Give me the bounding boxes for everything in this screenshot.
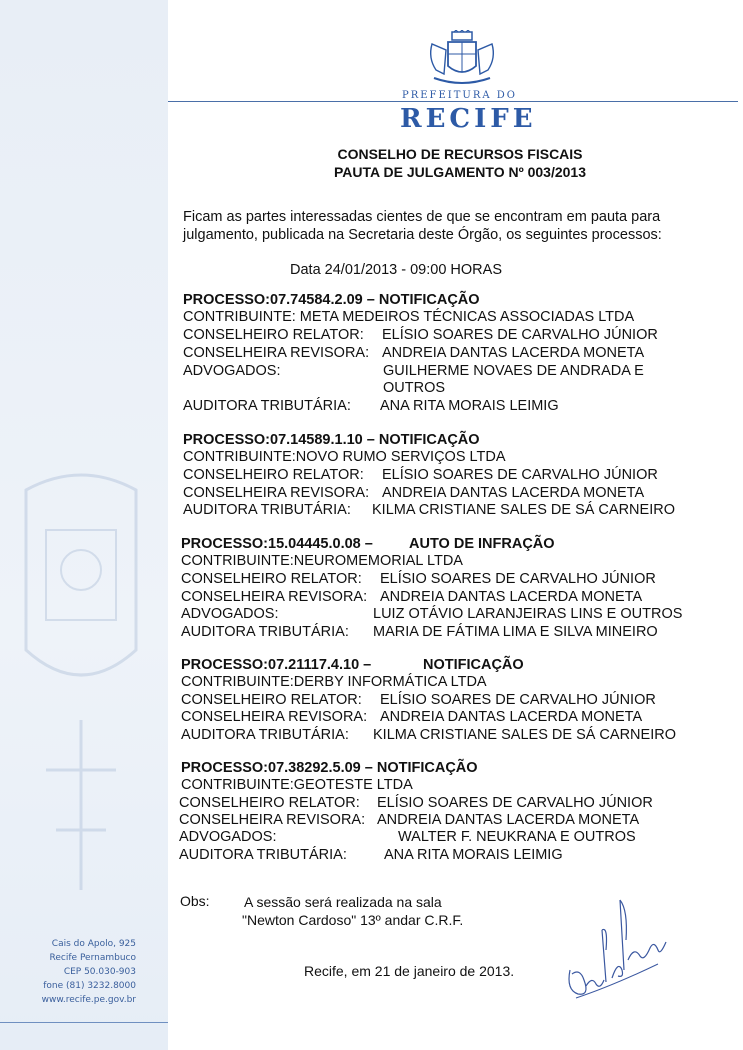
closing-date: Recife, em 21 de janeiro de 2013. — [304, 963, 515, 979]
revisora-name: ANDREIA DANTAS LACERDA MONETA — [382, 345, 645, 361]
process-header: PROCESSO:07.14589.1.10 – NOTIFICAÇÃO — [183, 432, 480, 448]
relator-label: CONSELHEIRO RELATOR: — [181, 571, 362, 587]
process-header: PROCESSO:07.38292.5.09 – NOTIFICAÇÃO — [181, 760, 478, 776]
advogados-name-cont: OUTROS — [383, 380, 446, 396]
address-line: www.recife.pe.gov.br — [41, 995, 136, 1005]
address-line: fone (81) 3232.8000 — [43, 981, 136, 991]
relator-label: CONSELHEIRO RELATOR: — [181, 692, 362, 708]
relator-label: CONSELHEIRO RELATOR: — [183, 467, 364, 483]
prefeitura-label: PREFEITURA DO — [398, 90, 521, 101]
advogados-label: ADVOGADOS: — [183, 363, 281, 379]
process-header: PROCESSO:07.74584.2.09 – NOTIFICAÇÃO — [183, 292, 480, 308]
process-type: NOTIFICAÇÃO — [423, 657, 524, 673]
revisora-name: ANDREIA DANTAS LACERDA MONETA — [380, 589, 643, 605]
obs-line-1: A sessão será realizada na sala — [244, 894, 442, 910]
session-date: Data 24/01/2013 - 09:00 HORAS — [290, 262, 502, 278]
coat-of-arms-watermark — [6, 470, 156, 890]
revisora-label: CONSELHEIRA REVISORA: — [183, 345, 370, 361]
advogados-name: LUIZ OTÁVIO LARANJEIRAS LINS E OUTROS — [373, 606, 683, 622]
letterhead-rule — [168, 101, 738, 102]
revisora-label: CONSELHEIRA REVISORA: — [183, 485, 370, 501]
contribuinte: CONTRIBUINTE:NEUROMEMORIAL LTDA — [181, 553, 463, 569]
auditora-label: AUDITORA TRIBUTÁRIA: — [181, 624, 349, 640]
relator-label: CONSELHEIRO RELATOR: — [179, 795, 360, 811]
city-coat-of-arms-logo — [426, 30, 498, 88]
agenda-title: PAUTA DE JULGAMENTO Nº 003/2013 — [334, 164, 586, 180]
process-header: PROCESSO:15.04445.0.08 – — [181, 536, 373, 552]
revisora-label: CONSELHEIRA REVISORA: — [181, 589, 368, 605]
relator-name: ELÍSIO SOARES DE CARVALHO JÚNIOR — [377, 795, 653, 811]
advogados-name: WALTER F. NEUKRANA E OUTROS — [398, 829, 636, 845]
obs-line-2: "Newton Cardoso" 13º andar C.R.F. — [242, 912, 464, 928]
revisora-name: ANDREIA DANTAS LACERDA MONETA — [377, 812, 640, 828]
advogados-name: GUILHERME NOVAES DE ANDRADA E — [383, 363, 644, 379]
revisora-label: CONSELHEIRA REVISORA: — [179, 812, 366, 828]
address-line: Recife Pernambuco — [49, 953, 136, 963]
contribuinte: CONTRIBUINTE: META MEDEIROS TÉCNICAS ASSOCIADAS LTDA — [183, 309, 635, 325]
advogados-label: ADVOGADOS: — [181, 606, 279, 622]
auditora-name: ANA RITA MORAIS LEIMIG — [380, 398, 559, 414]
council-title: CONSELHO DE RECURSOS FISCAIS — [337, 146, 583, 162]
relator-name: ELÍSIO SOARES DE CARVALHO JÚNIOR — [380, 692, 656, 708]
contribuinte: CONTRIBUINTE:DERBY INFORMÁTICA LTDA — [181, 674, 487, 690]
sidebar-divider — [0, 1022, 168, 1023]
relator-name: ELÍSIO SOARES DE CARVALHO JÚNIOR — [382, 327, 658, 343]
auditora-label: AUDITORA TRIBUTÁRIA: — [183, 398, 351, 414]
obs-label: Obs: — [180, 893, 210, 909]
auditora-label: AUDITORA TRIBUTÁRIA: — [183, 502, 351, 518]
auditora-label: AUDITORA TRIBUTÁRIA: — [179, 847, 347, 863]
revisora-name: ANDREIA DANTAS LACERDA MONETA — [382, 485, 645, 501]
handwritten-signature — [562, 890, 672, 1010]
revisora-name: ANDREIA DANTAS LACERDA MONETA — [380, 709, 643, 725]
advogados-label: ADVOGADOS: — [179, 829, 277, 845]
contribuinte: CONTRIBUINTE:NOVO RUMO SERVIÇOS LTDA — [183, 449, 506, 465]
relator-name: ELÍSIO SOARES DE CARVALHO JÚNIOR — [380, 571, 656, 587]
relator-name: ELÍSIO SOARES DE CARVALHO JÚNIOR — [382, 467, 658, 483]
address-line: CEP 50.030-903 — [63, 967, 136, 977]
auditora-name: KILMA CRISTIANE SALES DE SÁ CARNEIRO — [372, 502, 675, 518]
letterhead-sidebar — [0, 0, 168, 1050]
address-block — [18, 937, 136, 1007]
auditora-label: AUDITORA TRIBUTÁRIA: — [181, 727, 349, 743]
process-type: AUTO DE INFRAÇÃO — [409, 536, 555, 552]
city-name: RECIFE — [400, 104, 537, 134]
process-header: PROCESSO:07.21117.4.10 – — [181, 657, 372, 673]
address-line: Cais do Apolo, 925 — [51, 939, 136, 949]
auditora-name: ANA RITA MORAIS LEIMIG — [384, 847, 563, 863]
auditora-name: KILMA CRISTIANE SALES DE SÁ CARNEIRO — [373, 727, 676, 743]
contribuinte: CONTRIBUINTE:GEOTESTE LTDA — [181, 777, 413, 793]
intro-paragraph: Ficam as partes interessadas cientes de que se encontram em pauta para julgamento, publicada na Secretaria deste Órgão, os seguintes processos: — [183, 209, 662, 243]
revisora-label: CONSELHEIRA REVISORA: — [181, 709, 368, 725]
relator-label: CONSELHEIRO RELATOR: — [183, 327, 364, 343]
auditora-name: MARIA DE FÁTIMA LIMA E SILVA MINEIRO — [373, 624, 658, 640]
